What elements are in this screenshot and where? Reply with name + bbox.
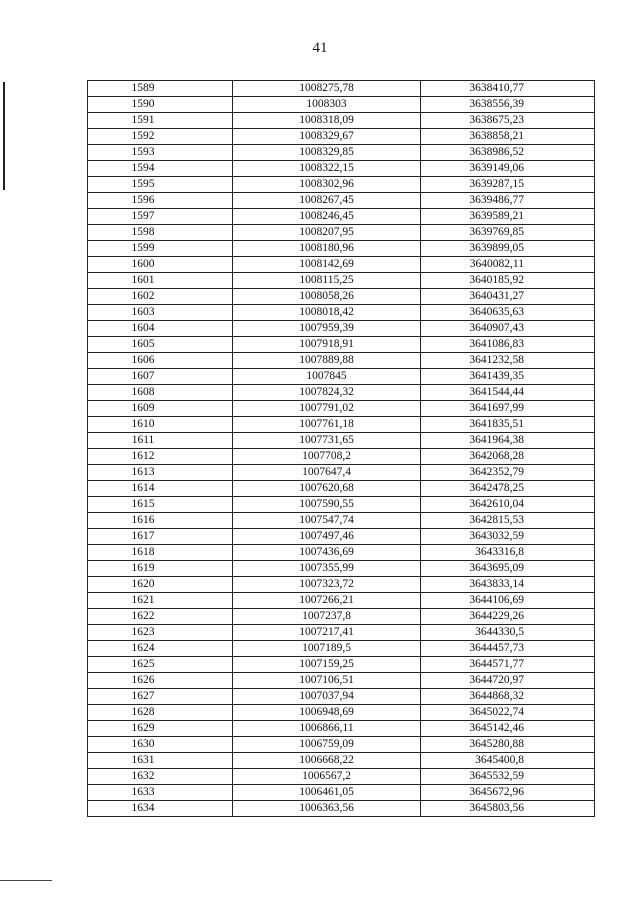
y-coordinate-cell: 3642352,79	[421, 465, 595, 481]
y-coordinate-cell: 3643032,59	[421, 529, 595, 545]
y-coordinate-cell: 3641232,58	[421, 353, 595, 369]
x-coordinate-cell: 1006948,69	[233, 705, 421, 721]
table-row	[88, 481, 595, 497]
x-coordinate-cell: 1008302,96	[233, 177, 421, 193]
point-number-cell: 1590	[88, 97, 233, 113]
point-number-cell: 1628	[88, 705, 233, 721]
y-coordinate-cell: 3642815,53	[421, 513, 595, 529]
point-number-cell: 1625	[88, 657, 233, 673]
table-row	[88, 417, 595, 433]
point-number-cell: 1617	[88, 529, 233, 545]
x-coordinate-cell: 1007731,65	[233, 433, 421, 449]
point-number-cell: 1629	[88, 721, 233, 737]
x-coordinate-cell: 1007761,18	[233, 417, 421, 433]
table-row	[88, 609, 595, 625]
point-number-cell: 1591	[88, 113, 233, 129]
x-coordinate-cell: 1007959,39	[233, 321, 421, 337]
table-row	[88, 673, 595, 689]
y-coordinate-cell: 3645022,74	[421, 705, 595, 721]
y-coordinate-cell: 3643695,09	[421, 561, 595, 577]
x-coordinate-cell: 1007189,5	[233, 641, 421, 657]
point-number-cell: 1621	[88, 593, 233, 609]
point-number-cell: 1598	[88, 225, 233, 241]
page-number: 41	[312, 40, 328, 56]
x-coordinate-cell: 1006461,05	[233, 785, 421, 801]
table-row	[88, 769, 595, 785]
table-row	[88, 753, 595, 769]
point-number-cell: 1608	[88, 385, 233, 401]
table-row	[88, 705, 595, 721]
table-row	[88, 785, 595, 801]
point-number-cell: 1610	[88, 417, 233, 433]
table-row	[88, 113, 595, 129]
x-coordinate-cell: 1006668,22	[233, 753, 421, 769]
table-row	[88, 657, 595, 673]
table-row	[88, 529, 595, 545]
table-row	[88, 161, 595, 177]
point-number-cell: 1618	[88, 545, 233, 561]
x-coordinate-cell: 1008018,42	[233, 305, 421, 321]
x-coordinate-cell: 1006567,2	[233, 769, 421, 785]
x-coordinate-cell: 1007647,4	[233, 465, 421, 481]
x-coordinate-cell: 1008207,95	[233, 225, 421, 241]
table-row	[88, 641, 595, 657]
y-coordinate-cell: 3639589,21	[421, 209, 595, 225]
table-row	[88, 385, 595, 401]
y-coordinate-cell: 3644106,69	[421, 593, 595, 609]
y-coordinate-cell: 3639769,85	[421, 225, 595, 241]
table-row	[88, 801, 595, 817]
x-coordinate-cell: 1007323,72	[233, 577, 421, 593]
y-coordinate-cell: 3640185,92	[421, 273, 595, 289]
x-coordinate-cell: 1007237,8	[233, 609, 421, 625]
y-coordinate-cell: 3645142,46	[421, 721, 595, 737]
table-row	[88, 449, 595, 465]
x-coordinate-cell: 1007824,32	[233, 385, 421, 401]
x-coordinate-cell: 1007791,02	[233, 401, 421, 417]
table-row	[88, 353, 595, 369]
x-coordinate-cell: 1008058,26	[233, 289, 421, 305]
point-number-cell: 1614	[88, 481, 233, 497]
x-coordinate-cell: 1008115,25	[233, 273, 421, 289]
table-row	[88, 81, 595, 97]
y-coordinate-cell: 3642478,25	[421, 481, 595, 497]
table-row	[88, 289, 595, 305]
point-number-cell: 1623	[88, 625, 233, 641]
table-row	[88, 369, 595, 385]
point-number-cell: 1603	[88, 305, 233, 321]
x-coordinate-cell: 1007497,46	[233, 529, 421, 545]
y-coordinate-cell: 3641835,51	[421, 417, 595, 433]
x-coordinate-cell: 1007106,51	[233, 673, 421, 689]
point-number-cell: 1619	[88, 561, 233, 577]
y-coordinate-cell: 3639486,77	[421, 193, 595, 209]
x-coordinate-cell: 1007918,91	[233, 337, 421, 353]
y-coordinate-cell: 3644720,97	[421, 673, 595, 689]
point-number-cell: 1599	[88, 241, 233, 257]
y-coordinate-cell: 3639149,06	[421, 161, 595, 177]
y-coordinate-cell: 3645532,59	[421, 769, 595, 785]
x-coordinate-cell: 1008142,69	[233, 257, 421, 273]
y-coordinate-cell: 3643316,8	[421, 545, 595, 561]
point-number-cell: 1633	[88, 785, 233, 801]
x-coordinate-cell: 1007620,68	[233, 481, 421, 497]
table-row	[88, 593, 595, 609]
table-row	[88, 625, 595, 641]
y-coordinate-cell: 3645400,8	[421, 753, 595, 769]
x-coordinate-cell: 1008318,09	[233, 113, 421, 129]
x-coordinate-cell: 1007547,74	[233, 513, 421, 529]
y-coordinate-cell: 3640431,27	[421, 289, 595, 305]
point-number-cell: 1631	[88, 753, 233, 769]
x-coordinate-cell: 1007266,21	[233, 593, 421, 609]
coordinates-table	[87, 80, 595, 817]
point-number-cell: 1592	[88, 129, 233, 145]
point-number-cell: 1630	[88, 737, 233, 753]
point-number-cell: 1597	[88, 209, 233, 225]
x-coordinate-cell: 1007355,99	[233, 561, 421, 577]
point-number-cell: 1596	[88, 193, 233, 209]
table-row	[88, 225, 595, 241]
x-coordinate-cell: 1007436,69	[233, 545, 421, 561]
y-coordinate-cell: 3641544,44	[421, 385, 595, 401]
point-number-cell: 1620	[88, 577, 233, 593]
x-coordinate-cell: 1006363,56	[233, 801, 421, 817]
table-row	[88, 241, 595, 257]
y-coordinate-cell: 3644457,73	[421, 641, 595, 657]
y-coordinate-cell: 3645672,96	[421, 785, 595, 801]
point-number-cell: 1627	[88, 689, 233, 705]
table-row	[88, 209, 595, 225]
point-number-cell: 1605	[88, 337, 233, 353]
y-coordinate-cell: 3644571,77	[421, 657, 595, 673]
y-coordinate-cell: 3638556,39	[421, 97, 595, 113]
table-row	[88, 321, 595, 337]
y-coordinate-cell: 3638858,21	[421, 129, 595, 145]
table-row	[88, 545, 595, 561]
point-number-cell: 1607	[88, 369, 233, 385]
table-row	[88, 401, 595, 417]
y-coordinate-cell: 3643833,14	[421, 577, 595, 593]
coordinates-table-body	[88, 81, 595, 817]
point-number-cell: 1600	[88, 257, 233, 273]
point-number-cell: 1612	[88, 449, 233, 465]
table-row	[88, 433, 595, 449]
point-number-cell: 1616	[88, 513, 233, 529]
table-row	[88, 177, 595, 193]
table-row	[88, 721, 595, 737]
table-row	[88, 513, 595, 529]
table-row	[88, 257, 595, 273]
point-number-cell: 1606	[88, 353, 233, 369]
table-row	[88, 337, 595, 353]
point-number-cell: 1602	[88, 289, 233, 305]
y-coordinate-cell: 3639899,05	[421, 241, 595, 257]
point-number-cell: 1613	[88, 465, 233, 481]
table-row	[88, 497, 595, 513]
point-number-cell: 1593	[88, 145, 233, 161]
y-coordinate-cell: 3638675,23	[421, 113, 595, 129]
footer-rule	[0, 880, 52, 881]
x-coordinate-cell: 1007845	[233, 369, 421, 385]
point-number-cell: 1595	[88, 177, 233, 193]
x-coordinate-cell: 1007889,88	[233, 353, 421, 369]
table-row	[88, 193, 595, 209]
x-coordinate-cell: 1007159,25	[233, 657, 421, 673]
x-coordinate-cell: 1008275,78	[233, 81, 421, 97]
table-row	[88, 577, 595, 593]
x-coordinate-cell: 1007037,94	[233, 689, 421, 705]
x-coordinate-cell: 1008329,67	[233, 129, 421, 145]
point-number-cell: 1615	[88, 497, 233, 513]
table-row	[88, 737, 595, 753]
point-number-cell: 1594	[88, 161, 233, 177]
y-coordinate-cell: 3638986,52	[421, 145, 595, 161]
margin-rule	[3, 82, 5, 190]
y-coordinate-cell: 3641086,83	[421, 337, 595, 353]
point-number-cell: 1589	[88, 81, 233, 97]
y-coordinate-cell: 3644330,5	[421, 625, 595, 641]
y-coordinate-cell: 3642068,28	[421, 449, 595, 465]
x-coordinate-cell: 1008303	[233, 97, 421, 113]
table-row	[88, 561, 595, 577]
y-coordinate-cell: 3641697,99	[421, 401, 595, 417]
y-coordinate-cell: 3644229,26	[421, 609, 595, 625]
x-coordinate-cell: 1007590,55	[233, 497, 421, 513]
point-number-cell: 1604	[88, 321, 233, 337]
x-coordinate-cell: 1008246,45	[233, 209, 421, 225]
x-coordinate-cell: 1006866,11	[233, 721, 421, 737]
point-number-cell: 1609	[88, 401, 233, 417]
x-coordinate-cell: 1006759,09	[233, 737, 421, 753]
table-row	[88, 465, 595, 481]
point-number-cell: 1622	[88, 609, 233, 625]
y-coordinate-cell: 3639287,15	[421, 177, 595, 193]
x-coordinate-cell: 1007708,2	[233, 449, 421, 465]
point-number-cell: 1634	[88, 801, 233, 817]
x-coordinate-cell: 1008267,45	[233, 193, 421, 209]
y-coordinate-cell: 3638410,77	[421, 81, 595, 97]
x-coordinate-cell: 1007217,41	[233, 625, 421, 641]
point-number-cell: 1626	[88, 673, 233, 689]
table-row	[88, 97, 595, 113]
x-coordinate-cell: 1008322,15	[233, 161, 421, 177]
y-coordinate-cell: 3640907,43	[421, 321, 595, 337]
table-row	[88, 129, 595, 145]
y-coordinate-cell: 3645803,56	[421, 801, 595, 817]
table-row	[88, 145, 595, 161]
point-number-cell: 1611	[88, 433, 233, 449]
y-coordinate-cell: 3641964,38	[421, 433, 595, 449]
x-coordinate-cell: 1008180,96	[233, 241, 421, 257]
table-row	[88, 689, 595, 705]
point-number-cell: 1601	[88, 273, 233, 289]
y-coordinate-cell: 3641439,35	[421, 369, 595, 385]
point-number-cell: 1632	[88, 769, 233, 785]
y-coordinate-cell: 3642610,04	[421, 497, 595, 513]
table-row	[88, 305, 595, 321]
y-coordinate-cell: 3645280,88	[421, 737, 595, 753]
x-coordinate-cell: 1008329,85	[233, 145, 421, 161]
y-coordinate-cell: 3640635,63	[421, 305, 595, 321]
point-number-cell: 1624	[88, 641, 233, 657]
y-coordinate-cell: 3644868,32	[421, 689, 595, 705]
y-coordinate-cell: 3640082,11	[421, 257, 595, 273]
table-row	[88, 273, 595, 289]
